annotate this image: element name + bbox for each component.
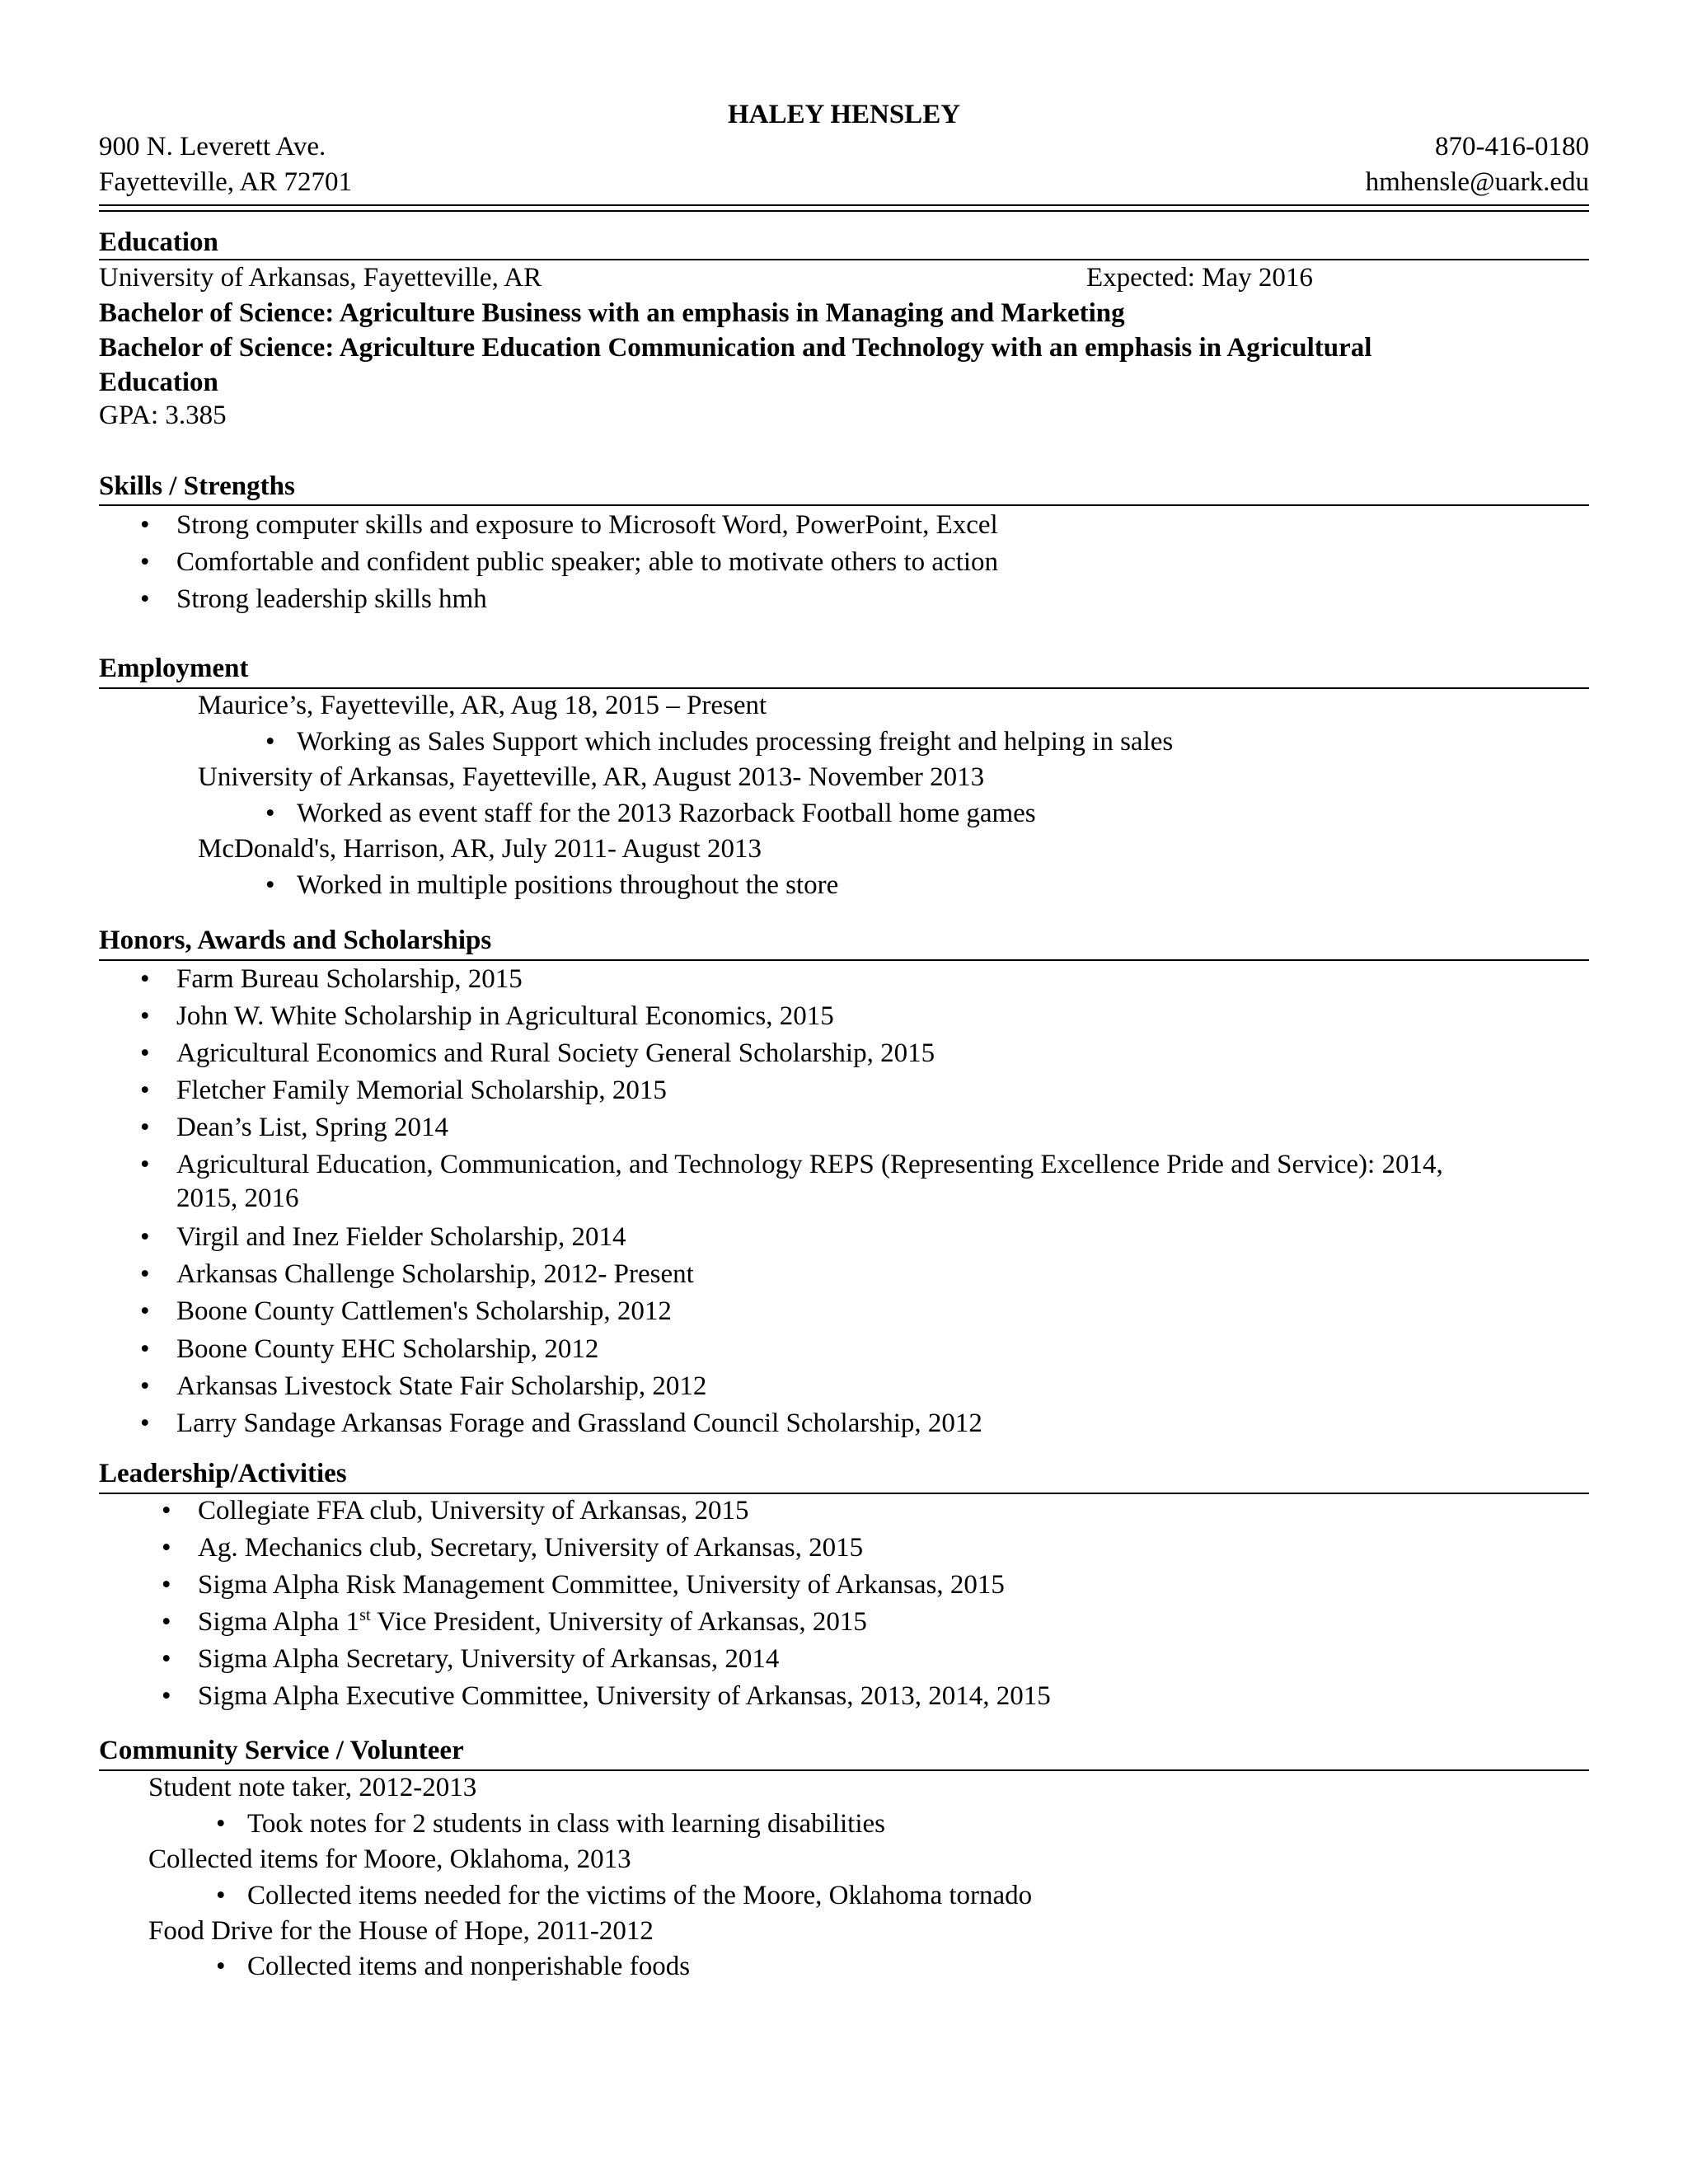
leadership-item: Sigma Alpha Risk Management Committee, University of Arkansas, 2015 (198, 1570, 1005, 1600)
resume-name: HALEY HENSLEY (727, 100, 961, 129)
section-rule-community (99, 1769, 1589, 1771)
section-heading-skills: Skills / Strengths (99, 471, 295, 501)
bullet-icon (140, 1077, 150, 1104)
bullet-icon (140, 1261, 150, 1288)
address-line-2: Fayetteville, AR 72701 (99, 167, 353, 197)
service-title: Student note taker, 2012-2013 (148, 1773, 477, 1802)
section-rule-employment (99, 687, 1589, 689)
bullet-icon (216, 1811, 226, 1838)
bullet-icon (162, 1535, 171, 1562)
bullet-icon (140, 1410, 150, 1437)
education-school: University of Arkansas, Fayetteville, AR (99, 263, 542, 293)
section-rule-leadership (99, 1493, 1589, 1494)
address-line-1: 900 N. Leverett Ave. (99, 132, 326, 162)
job-title: University of Arkansas, Fayetteville, AR, August 2013- November 2013 (198, 762, 985, 792)
bullet-icon (216, 1882, 226, 1910)
bullet-icon (140, 1298, 150, 1325)
job-detail: Worked in multiple positions throughout the store (297, 870, 839, 900)
phone-number: 870-416-0180 (1435, 132, 1589, 162)
bullet-icon (140, 1224, 150, 1251)
service-title: Collected items for Moore, Oklahoma, 2013 (148, 1844, 631, 1874)
service-detail: Collected items needed for the victims of the Moore, Oklahoma tornado (247, 1881, 1033, 1910)
section-heading-community: Community Service / Volunteer (99, 1736, 464, 1765)
leadership-vp-suffix: Vice President, University of Arkansas, 2015 (370, 1607, 867, 1637)
honor-item: Agricultural Education, Communication, and Technology REPS (Representing Excellence Pride and Service): 2014, (176, 1150, 1443, 1179)
honor-item: John W. White Scholarship in Agricultural Economics, 2015 (176, 1001, 834, 1031)
honor-item: Dean’s List, Spring 2014 (176, 1113, 448, 1142)
section-rule-skills (99, 504, 1589, 506)
bullet-icon (140, 586, 150, 613)
leadership-vp-prefix: Sigma Alpha 1 (198, 1607, 360, 1637)
job-title: Maurice’s, Fayetteville, AR, Aug 18, 2015 – Present (198, 691, 767, 720)
service-detail: Took notes for 2 students in class with learning disabilities (247, 1809, 886, 1839)
bullet-icon (140, 966, 150, 993)
honor-item: Fletcher Family Memorial Scholarship, 2015 (176, 1076, 667, 1105)
honor-item: Arkansas Challenge Scholarship, 2012- Present (176, 1259, 694, 1289)
bullet-icon (140, 1336, 150, 1363)
section-heading-leadership: Leadership/Activities (99, 1459, 347, 1488)
education-gpa: GPA: 3.385 (99, 401, 227, 430)
education-degree-1: Bachelor of Science: Agriculture Business with an emphasis in Managing and Marketing (99, 298, 1125, 328)
education-degree-2-line-1: Bachelor of Science: Agriculture Education Communication and Technology with an emphasis in Agricultural (99, 333, 1372, 363)
section-heading-education: Education (99, 227, 218, 257)
service-detail: Collected items and nonperishable foods (247, 1952, 691, 1981)
header-divider-bottom (99, 210, 1589, 212)
bullet-icon (140, 549, 150, 576)
skill-item: Strong computer skills and exposure to Microsoft Word, PowerPoint, Excel (176, 510, 998, 540)
section-rule-education (99, 259, 1589, 260)
leadership-item: Sigma Alpha Executive Committee, University of Arkansas, 2013, 2014, 2015 (198, 1681, 1051, 1711)
honor-item: Virgil and Inez Fielder Scholarship, 2014 (176, 1222, 626, 1252)
leadership-item: Ag. Mechanics club, Secretary, University of Arkansas, 2015 (198, 1533, 864, 1563)
bullet-icon (162, 1683, 171, 1710)
bullet-icon (140, 512, 150, 539)
email-address: hmhensle@uark.edu (1365, 167, 1589, 197)
job-detail: Working as Sales Support which includes processing freight and helping in sales (297, 727, 1174, 757)
leadership-item: Collegiate FFA club, University of Arkansas, 2015 (198, 1496, 749, 1526)
bullet-icon (140, 1114, 150, 1141)
leadership-vp-ordinal: st (359, 1606, 371, 1624)
bullet-icon (265, 729, 275, 756)
bullet-icon (216, 1953, 226, 1980)
skill-item: Strong leadership skills hmh (176, 584, 487, 614)
job-detail: Worked as event staff for the 2013 Razorback Football home games (297, 799, 1036, 828)
job-title: McDonald's, Harrison, AR, July 2011- August 2013 (198, 834, 762, 864)
honor-item: Boone County Cattlemen's Scholarship, 2012 (176, 1296, 672, 1326)
honor-item-continuation: 2015, 2016 (176, 1183, 299, 1213)
bullet-icon (162, 1572, 171, 1599)
honor-item: Boone County EHC Scholarship, 2012 (176, 1334, 599, 1364)
section-rule-honors (99, 959, 1589, 961)
leadership-item: Sigma Alpha Secretary, University of Arkansas, 2014 (198, 1644, 780, 1674)
bullet-icon (265, 872, 275, 899)
honor-item: Agricultural Economics and Rural Society General Scholarship, 2015 (176, 1038, 935, 1068)
bullet-icon (140, 1373, 150, 1400)
education-expected-date: Expected: May 2016 (1086, 263, 1313, 293)
service-title: Food Drive for the House of Hope, 2011-2012 (148, 1916, 654, 1946)
bullet-icon (140, 1003, 150, 1030)
bullet-icon (162, 1609, 171, 1636)
honor-item: Farm Bureau Scholarship, 2015 (176, 964, 523, 994)
bullet-icon (140, 1151, 150, 1179)
bullet-icon (265, 800, 275, 827)
bullet-icon (162, 1497, 171, 1525)
section-heading-employment: Employment (99, 654, 249, 683)
education-degree-2-line-2: Education (99, 368, 218, 397)
header-divider-top (99, 204, 1589, 206)
bullet-icon (162, 1646, 171, 1673)
skill-item: Comfortable and confident public speaker; able to motivate others to action (176, 547, 999, 577)
bullet-icon (140, 1040, 150, 1067)
honor-item: Larry Sandage Arkansas Forage and Grassland Council Scholarship, 2012 (176, 1408, 982, 1438)
honor-item: Arkansas Livestock State Fair Scholarship, 2012 (176, 1371, 707, 1401)
section-heading-honors: Honors, Awards and Scholarships (99, 926, 492, 955)
leadership-item-vice-president (198, 1606, 867, 1637)
